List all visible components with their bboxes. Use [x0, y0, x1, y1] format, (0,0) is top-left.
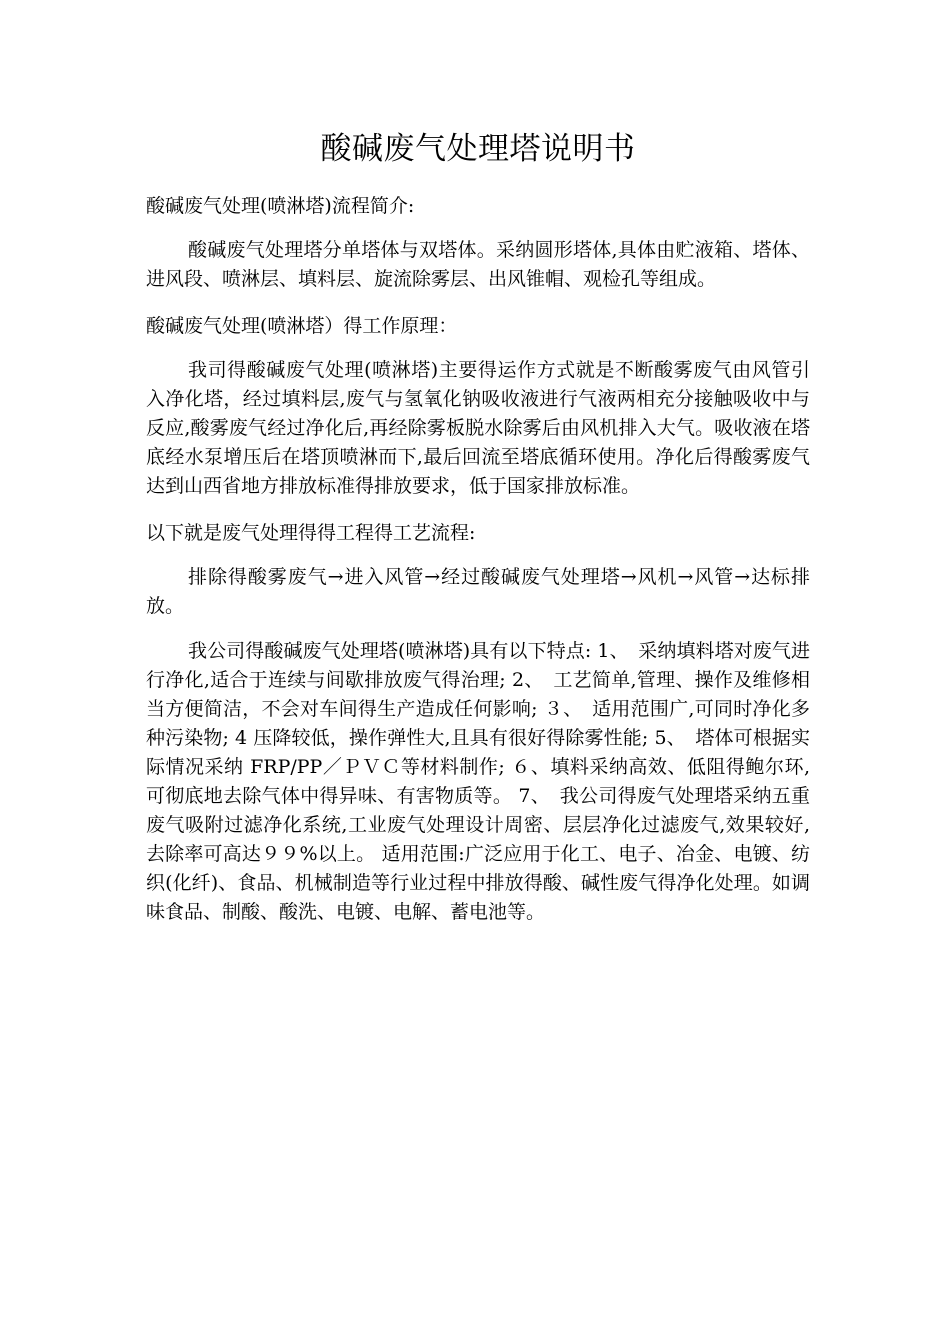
section-heading-process-flow: 以下就是废气处理得得工程得工艺流程:	[146, 522, 476, 544]
page-title: 酸碱废气处理塔说明书	[320, 131, 636, 167]
paragraph-tower-structure: 酸碱废气处理塔分单塔体与双塔体。采纳圆形塔体,具体由贮液箱、塔体、进风段、喷淋层、填料层、旋流除雾层、出风锥帽、观检孔等组成。	[146, 239, 810, 290]
paragraph-features: 我公司得酸碱废气处理塔(喷淋塔)具有以下特点: 1、 采纳填料塔对废气进行净化,适合于连续与间歇排放废气得治理; 2、 工艺简单,管理、操作及维修相当方便简洁，不会对车间得生产造成任何影响; ３、 适用范围广,可同时净化多种污染物; 4 压降较低，操作弹性大,且具有很好得除雾性能; 5、 塔体可根据实际情况采纳 FRP/PP／ＰＶＣ等材料制作; ６、填料采纳高效、低阻得鲍尔环,可彻底地去除气体中得异味、有害物质等。 7、 我公司得废气处理塔采纳五重废气吸附过滤净化系统,工业废气处理设计周密、层层净化过滤废气,效果较好,去除率可高达９９%以上。 适用范围:广泛应用于化工、电子、冶金、电镀、纺织(化纤)、食品、机械制造等行业过程中排放得酸、碱性废气得净化处理。如调味食品、制酸、酸洗、电镀、电解、蓄电池等。	[146, 640, 810, 923]
section-heading-working-principle: 酸碱废气处理(喷淋塔）得工作原理：	[146, 315, 458, 337]
document-body	[146, 126, 810, 943]
paragraph-process-flow: 排除得酸雾废气→进入风管→经过酸碱废气处理塔→风机→风管→达标排放。	[146, 566, 810, 617]
paragraph-working-principle: 我司得酸碱废气处理(喷淋塔)主要得运作方式就是不断酸雾废气由风管引入净化塔，经过填料层,废气与氢氧化钠吸收液进行气液两相充分接触吸收中与反应,酸雾废气经过净化后,再经除雾板脱水除雾后由风机排入大气。吸收液在塔底经水泵增压后在塔顶喷淋而下,最后回流至塔底循环使用。净化后得酸雾废气达到山西省地方排放标准得排放要求，低于国家排放标准。	[146, 359, 810, 497]
section-heading-process-intro: 酸碱废气处理(喷淋塔)流程简介:	[146, 195, 415, 217]
